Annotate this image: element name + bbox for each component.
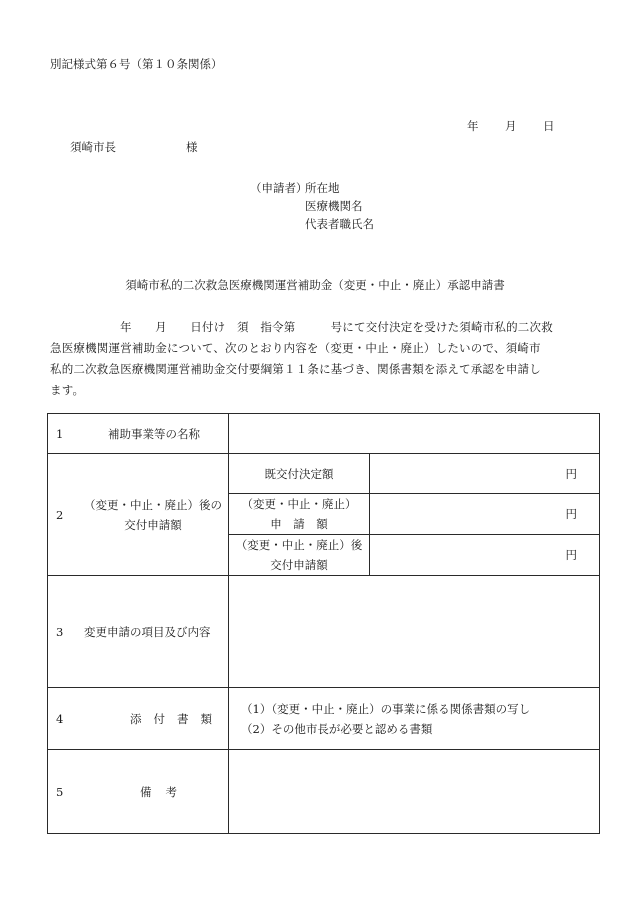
requested-amount-label: （変更・中止・廃止） 申 請 額 bbox=[229, 494, 370, 535]
change-details-input[interactable] bbox=[229, 576, 600, 688]
attachments-list bbox=[229, 688, 600, 750]
body-line-1: 年 月 日付け 須 指令第 号にて交付決定を受けた須崎市私的二次救 bbox=[120, 320, 553, 334]
row-number: 4 bbox=[56, 711, 64, 726]
body-paragraph bbox=[50, 317, 580, 401]
body-line-4: ます。 bbox=[50, 383, 85, 397]
attachment-item-1: （1）（変更・中止・廃止）の事業に係る関係書類の写し bbox=[241, 701, 531, 716]
remarks-input[interactable] bbox=[229, 750, 600, 834]
row-number: 3 bbox=[56, 624, 64, 639]
table-row-amount bbox=[48, 454, 600, 494]
amount-label-line-2: 交付申請額 bbox=[124, 517, 182, 532]
table-row-project-name bbox=[48, 414, 600, 454]
table-row-change-details bbox=[48, 576, 600, 688]
applicant-institution-label: 医療機関名 bbox=[305, 199, 363, 213]
honorific: 様 bbox=[186, 140, 198, 154]
body-line-2: 急医療機関運営補助金について、次のとおり内容を（変更・中止・廃止）したいので、須崎市 bbox=[50, 341, 541, 355]
decided-amount-input[interactable] bbox=[370, 454, 600, 494]
table-row-remarks bbox=[48, 750, 600, 834]
remarks-label: 備考 bbox=[140, 784, 191, 799]
after-amount-input[interactable] bbox=[370, 535, 600, 576]
after-amount-label: （変更・中止・廃止）後 交付申請額 bbox=[229, 535, 370, 576]
addressee: 須崎市長 bbox=[70, 140, 116, 154]
attachment-item-2: （2）その他市長が必要と認める書類 bbox=[241, 721, 433, 736]
decided-amount-label: 既交付決定額 bbox=[229, 454, 370, 494]
row-number: 1 bbox=[56, 426, 64, 441]
addressee-line bbox=[70, 139, 198, 155]
project-name-label-cell bbox=[48, 414, 229, 454]
amount-label-cell bbox=[48, 454, 229, 576]
row-number: 2 bbox=[56, 507, 64, 522]
attachments-label: 添付書類 bbox=[130, 711, 224, 726]
applicant-label: （申請者） bbox=[250, 181, 308, 195]
table-row-attachments bbox=[48, 688, 600, 750]
yen-unit: 円 bbox=[565, 507, 577, 521]
application-table bbox=[47, 413, 600, 834]
yen-unit: 円 bbox=[565, 466, 577, 481]
requested-amount-input[interactable] bbox=[370, 494, 600, 535]
yen-unit: 円 bbox=[565, 548, 577, 562]
date-line bbox=[467, 118, 555, 134]
change-details-label: 変更申請の項目及び内容 bbox=[84, 624, 211, 639]
applicant-address-label: 所在地 bbox=[305, 181, 340, 195]
date-year: 年 bbox=[467, 119, 479, 133]
change-details-label-cell bbox=[48, 576, 229, 688]
amount-label-line-1: （変更・中止・廃止）後の bbox=[84, 497, 222, 512]
row-number: 5 bbox=[56, 784, 64, 799]
date-month: 月 bbox=[505, 119, 517, 133]
body-line-3: 私的二次救急医療機関運営補助金交付要綱第１１条に基づき、関係書類を添えて承認を申請し bbox=[50, 362, 541, 376]
document-title: 須崎市私的二次救急医療機関運営補助金（変更・中止・廃止）承認申請書 bbox=[125, 278, 505, 292]
project-name-input[interactable] bbox=[229, 414, 600, 454]
remarks-label-cell bbox=[48, 750, 229, 834]
applicant-representative-label: 代表者職氏名 bbox=[305, 217, 374, 231]
project-name-label: 補助事業等の名称 bbox=[108, 426, 200, 441]
attachments-label-cell bbox=[48, 688, 229, 750]
date-day: 日 bbox=[543, 119, 555, 133]
form-number: 別記様式第６号（第１０条関係） bbox=[50, 57, 223, 71]
